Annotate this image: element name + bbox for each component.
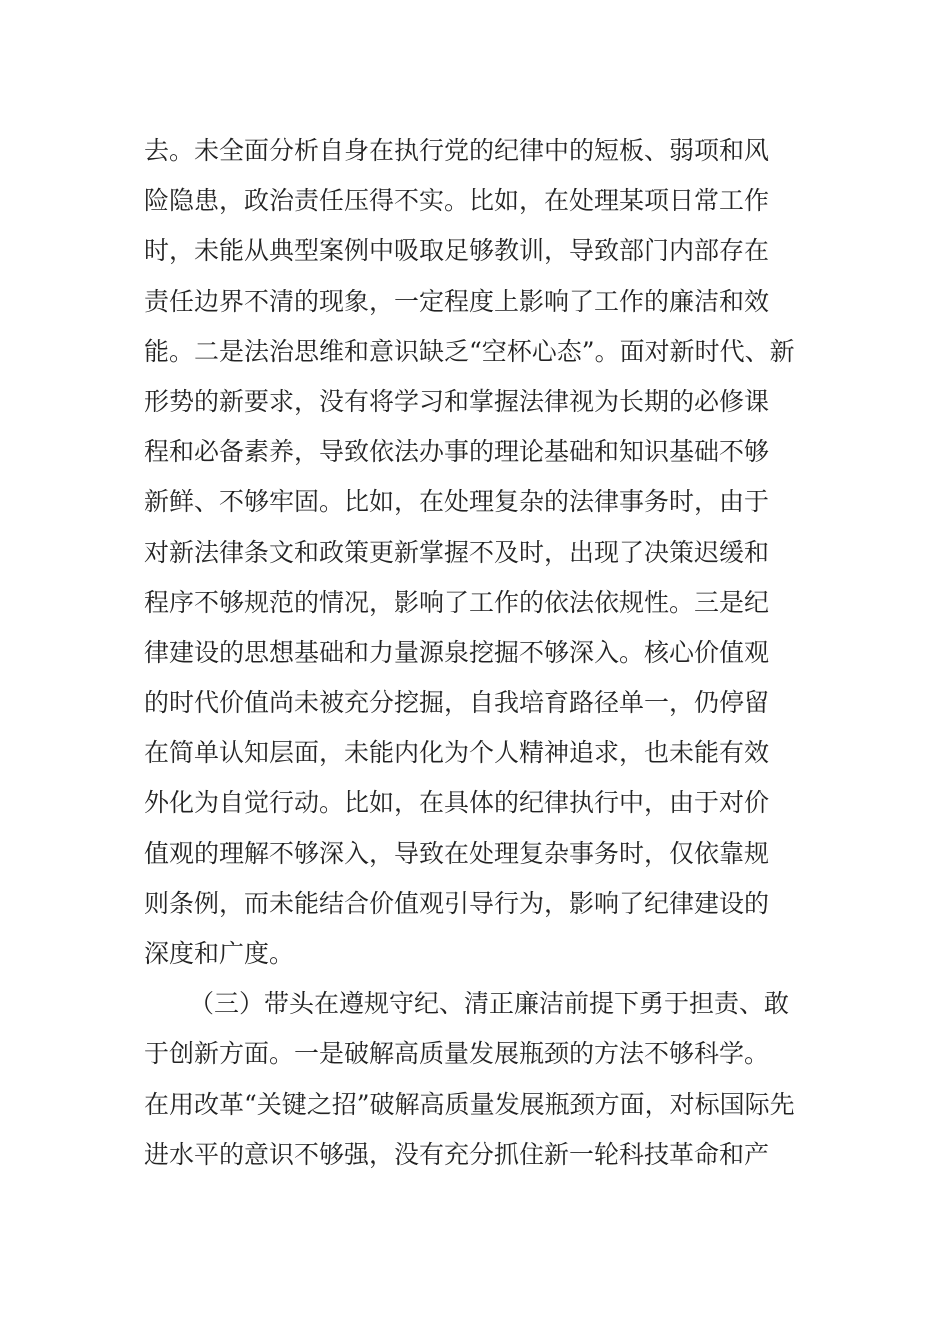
text-line: 对新法律条文和政策更新掌握不及时，出现了决策迟缓和 — [144, 537, 770, 567]
text-line: 于创新方面。一是破解高质量发展瓶颈的方法不够科学。 — [144, 1039, 770, 1069]
text-line: 程序不够规范的情况，影响了工作的依法依规性。三是纪 — [144, 587, 770, 617]
text-line: 去。未全面分析自身在执行党的纪律中的短板、弱项和风 — [144, 136, 770, 165]
text-line: 能。二是法治思维和意识缺乏“空杯心态”。面对新时代、新 — [144, 336, 795, 366]
section-heading-line: （三）带头在遵规守纪、清正廉洁前提下勇于担责、敢 — [189, 989, 790, 1019]
text-line: 新鲜、不够牢固。比如，在处理复杂的法律事务时，由于 — [144, 487, 770, 517]
text-line: 形势的新要求，没有将学习和掌握法律视为长期的必修课 — [144, 386, 770, 416]
text-line: 在用改革“关键之招”破解高质量发展瓶颈方面，对标国际先 — [144, 1089, 795, 1119]
body-text — [144, 126, 808, 1180]
text-line: 程和必备素养，导致依法办事的理论基础和知识基础不够 — [144, 437, 770, 467]
text-line: 的时代价值尚未被充分挖掘，自我培育路径单一，仍停留 — [144, 688, 770, 718]
text-line: 则条例，而未能结合价值观引导行为，影响了纪律建设的 — [144, 888, 770, 918]
text-line: 险隐患，政治责任压得不实。比如，在处理某项日常工作 — [144, 186, 770, 216]
text-line: 在简单认知层面，未能内化为个人精神追求，也未能有效 — [144, 738, 770, 768]
text-line: 责任边界不清的现象，一定程度上影响了工作的廉洁和效 — [144, 286, 770, 316]
text-line: 深度和广度。 — [144, 939, 295, 968]
text-line: 进水平的意识不够强，没有充分抓住新一轮科技革命和产 — [144, 1139, 770, 1169]
text-line: 值观的理解不够深入，导致在处理复杂事务时，仅依靠规 — [144, 838, 770, 868]
text-line: 律建设的思想基础和力量源泉挖掘不够深入。核心价值观 — [144, 637, 770, 667]
text-line: 时，未能从典型案例中吸取足够教训，导致部门内部存在 — [144, 236, 770, 266]
text-line: 外化为自觉行动。比如，在具体的纪律执行中，由于对价 — [144, 788, 770, 818]
